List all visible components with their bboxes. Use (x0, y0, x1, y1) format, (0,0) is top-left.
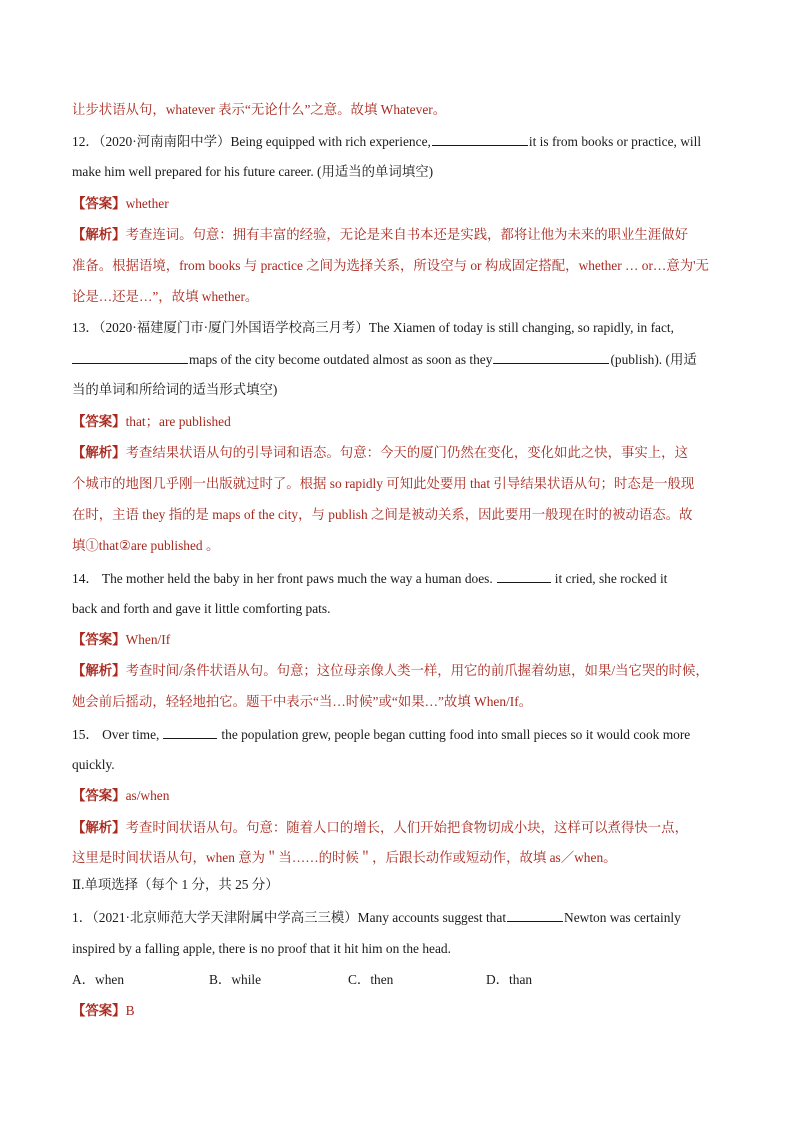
question-14-line-2: back and forth and gave it little comforting pats. (72, 601, 331, 616)
question-12-stem-rest: it is from books or practice, will (528, 134, 702, 149)
question-12-line-1 (72, 131, 724, 152)
answer-value: B (125, 1003, 135, 1018)
analysis-text: 考查时间状语从句。句意：随着人口的增长，人们开始把食物切成小块，这样可以煮得快一点， (125, 820, 688, 835)
question-13-stem: maps of the city become outdated almost as soon as they (189, 352, 493, 367)
analysis-tag: 【解析】 (72, 663, 126, 678)
option-b[interactable]: B．while (209, 972, 262, 987)
analysis-12-line-2: 准备。根据语境，from books 与 practice 之间为选择关系，所设空与 or 构成固定搭配，whether … or…意为'无 (72, 258, 709, 273)
analysis-12-line-3: 论是…还是…”，故填 whether。 (72, 289, 259, 304)
question-12-line-2: make him well prepared for his future career. (用适当的单词填空) (72, 164, 434, 179)
analysis-12-line-1 (72, 225, 724, 245)
analysis-13-line-4: 填①that②are published 。 (72, 538, 220, 553)
mc-question-1-stem: 1．（2021·北京师范大学天津附属中学高三三模）Many accounts suggest that (72, 910, 507, 925)
question-15-stem-rest: the population grew, people began cutting food into small pieces so it would cook more (221, 727, 691, 742)
answer-value: whether (125, 196, 169, 211)
answer-tag: 【答案】 (72, 632, 126, 647)
section-heading: Ⅱ.单项选择（每个 1 分，共 25 分） (72, 877, 279, 892)
analysis-14-line-2: 她会前后摇动，轻轻地拍它。题干中表示“当…时候”或“如果…”故填 When/If。 (72, 694, 533, 709)
analysis-tag: 【解析】 (72, 820, 126, 835)
analysis-14-line-1 (72, 661, 724, 681)
mc-question-1-stem-rest: Newton was certainly (564, 910, 681, 925)
answer-blank[interactable] (507, 907, 563, 922)
question-15-stem: 15． Over time, (72, 727, 160, 742)
analysis-text: 考查结果状语从句的引导词和语态。句意：今天的厦门仍然在变化，变化如此之快，事实上，这 (125, 445, 688, 460)
answer-15 (72, 786, 724, 806)
question-14-stem: 14． The mother held the baby in her front paws much the way a human does. (72, 571, 493, 586)
analysis-tag: 【解析】 (72, 445, 126, 460)
answer-tag: 【答案】 (72, 414, 126, 429)
analysis-13-line-1 (72, 443, 724, 463)
answer-tag: 【答案】 (72, 788, 126, 803)
option-a[interactable]: A．when (72, 972, 125, 987)
answer-tag: 【答案】 (72, 196, 126, 211)
analysis-13-line-3: 在时，主语 they 指的是 maps of the city，与 publish 之间是被动关系，因此要用一般现在时的被动语态。故 (72, 507, 693, 522)
answer-blank[interactable] (432, 131, 528, 146)
answer-value: that；are published (125, 414, 231, 429)
question-13-line-2 (72, 349, 724, 370)
question-15-line-2: quickly. (72, 757, 115, 772)
answer-blank[interactable] (497, 568, 551, 583)
analysis-15-line-1 (72, 818, 724, 838)
option-c[interactable]: C．then (348, 972, 394, 987)
question-13-line-1: 13．（2020·福建厦门市·厦门外国语学校高三月考）The Xiamen of today is still changing, so rapidly, in fact, (72, 320, 674, 335)
answer-14 (72, 630, 724, 650)
answer-value: When/If (125, 632, 171, 647)
analysis-tag: 【解析】 (72, 227, 126, 242)
question-12-stem: 12．（2020·河南南阳中学）Being equipped with rich experience, (72, 134, 431, 149)
answer-tag: 【答案】 (72, 1003, 126, 1018)
question-14-line-1 (72, 568, 724, 589)
mc-question-1-line-1 (72, 907, 724, 928)
answer-blank[interactable] (163, 724, 217, 739)
answer-blank[interactable] (493, 349, 609, 364)
analysis-13-line-2: 个城市的地图几乎刚一出版就过时了。根据 so rapidly 可知此处要用 that 引导结果状语从句；时态是一般现 (72, 476, 695, 491)
answer-12 (72, 194, 724, 214)
answer-mc-1 (72, 1001, 724, 1021)
answer-blank[interactable] (72, 349, 188, 364)
analysis-text: 考查时间/条件状语从句。句意；这位母亲像人类一样，用它的前爪握着幼崽，如果/当它哭的时候， (125, 663, 709, 678)
answer-13 (72, 412, 724, 432)
analysis-text: 考查连词。句意：拥有丰富的经验，无论是来自书本还是实践，都将让他为未来的职业生涯做好 (125, 227, 688, 242)
analysis-15-line-2: 这里是时间状语从句，when 意为＂当……的时候＂，后跟长动作或短动作，故填 as／when。 (72, 850, 617, 865)
question-13-line-3: 当的单词和所给词的适当形式填空) (72, 382, 278, 397)
question-15-line-1 (72, 724, 724, 745)
question-14-stem-rest: it cried, she rocked it (554, 571, 668, 586)
question-13-stem-rest: (publish). (用适 (610, 352, 697, 367)
explanation-continuation: 让步状语从句，whatever 表示“无论什么”之意。故填 Whatever。 (72, 102, 447, 117)
mc-question-1-line-2: inspired by a falling apple, there is no proof that it hit him on the head. (72, 941, 451, 956)
option-d[interactable]: D．than (486, 972, 533, 987)
answer-value: as/when (125, 788, 170, 803)
